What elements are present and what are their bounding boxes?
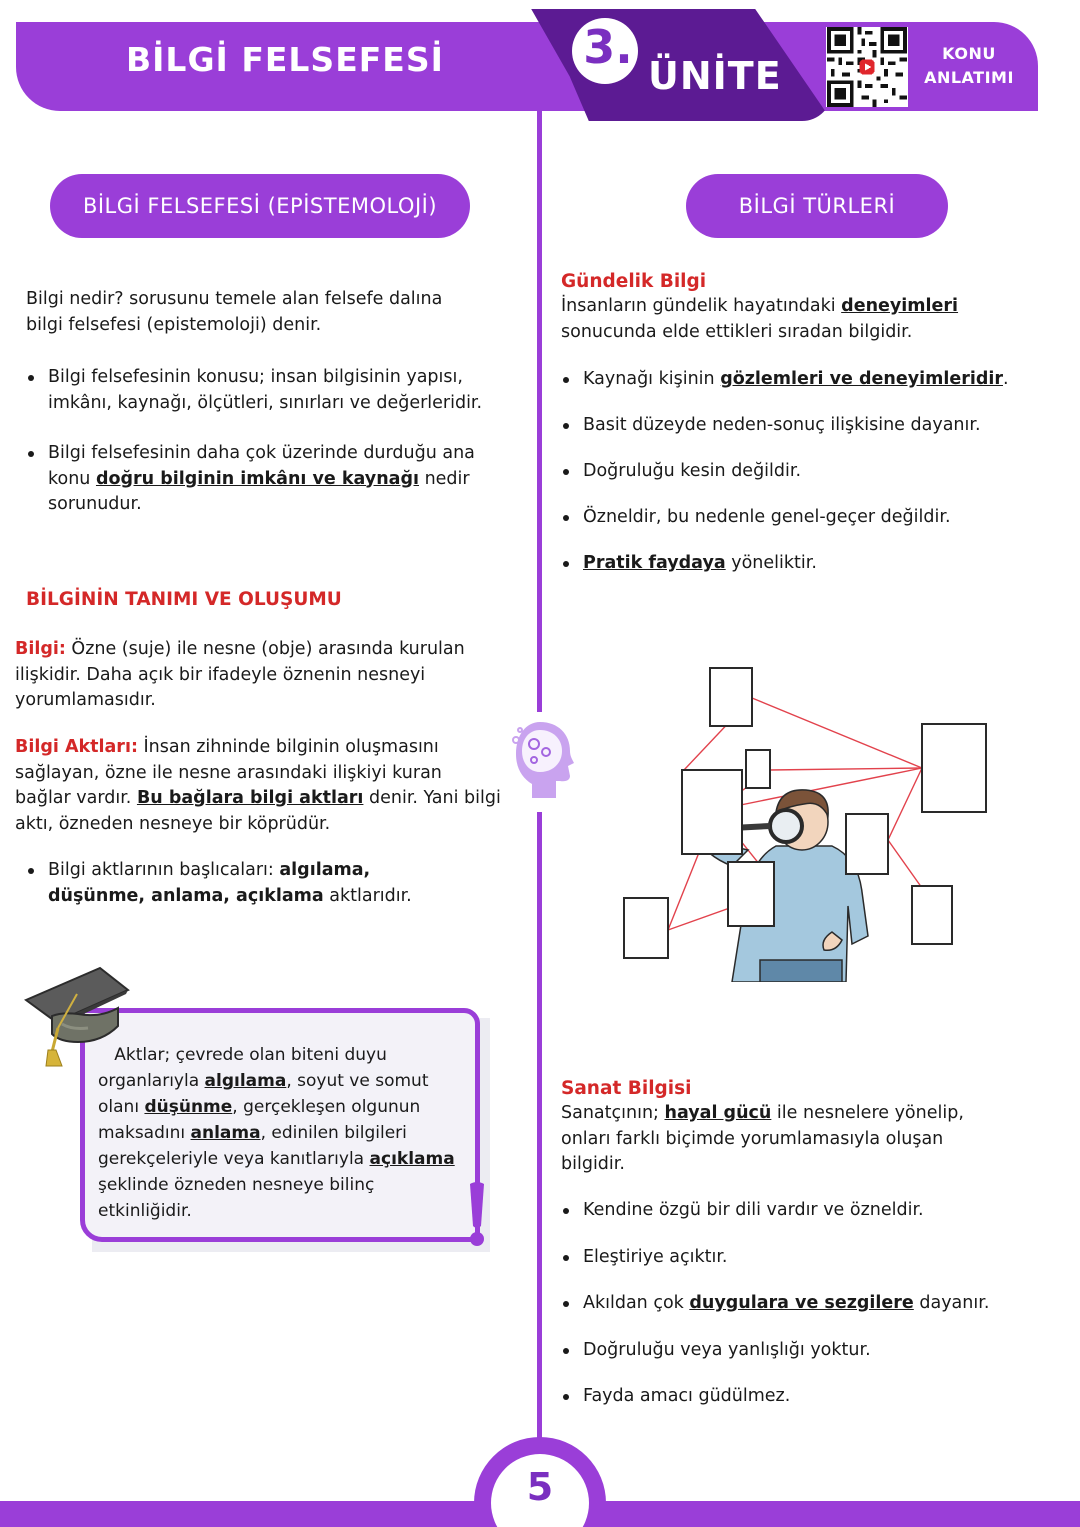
section-heading: BİLGİNİN TANIMI VE OLUŞUMU [26, 589, 342, 610]
note-card-text: Aktlar; çevrede olan biteni duyu organlarıyla algılama, soyut ve somut olanı düşünme, gerçekleşen olgunun maksadını anlama, edinilen bilgileri gerekçeleriyle veya kanıtlarıyla açıklama şeklinde özneden nesneye bilinç etkinliğidir. [98, 1045, 455, 1221]
head-profile-icon [510, 718, 574, 804]
intro-paragraph: Bilgi nedir? sorusunu temele alan felsefe dalına bilgi felsefesi (epistemoloji) denir. [26, 289, 443, 335]
page-number: 5 [526, 1465, 554, 1509]
list-item: Eleştiriye açıktır. [561, 1245, 1061, 1271]
sanat-intro: Sanatçının; hayal gücü ile nesnelere yönelip, onları farklı biçimde yorumlamasıyla oluşan bilgidir. [561, 1103, 964, 1174]
knowledge-types-pill: BİLGİ TÜRLERİ [686, 174, 948, 238]
topic-label: KONU ANLATIMI [924, 44, 1014, 87]
list-item: Fayda amacı güdülmez. [561, 1384, 1061, 1410]
bilgi-definition: Bilgi: Özne (suje) ile nesne (obje) arasında kurulan ilişkidir. Daha açık bir ifadeyle öznenin nesneyi yorumlamasıdır. [15, 639, 465, 710]
aktlar-bullets [26, 858, 466, 909]
list-item: Basit düzeyde neden-sonuç ilişkisine dayanır. [561, 413, 1061, 439]
magnifier-person-illustration [620, 660, 992, 982]
list-item: Doğruluğu veya yanlışlığı yoktur. [561, 1338, 1061, 1364]
epistemology-pill: BİLGİ FELSEFESİ (EPİSTEMOLOJİ) [50, 174, 470, 238]
list-item: Özneldir, bu nedenle genel-geçer değildir. [561, 505, 1061, 531]
list-item: Bilgi felsefesinin konusu; insan bilgisinin yapısı, imkânı, kaynağı, ölçütleri, sınırları ve değerleridir. [26, 365, 496, 416]
list-item: Akıldan çok duygulara ve sezgilere dayanır. [561, 1291, 1061, 1317]
list-item: Kaynağı kişinin gözlemleri ve deneyimleridir. [561, 367, 1061, 393]
list-item: Bilgi felsefesinin daha çok üzerinde durduğu ana konu doğru bilginin imkânı ve kaynağı nedir sorunudur. [26, 441, 496, 518]
list-item: Bilgi aktlarının başlıcaları: algılama, düşünme, anlama, açıklama aktlarıdır. [26, 858, 466, 909]
list-item: Kendine özgü bir dili vardır ve özneldir. [561, 1198, 1061, 1224]
bilgi-aktlari-definition: Bilgi Aktları: İnsan zihninde bilginin oluşmasını sağlayan, özne ile nesne arasındaki ilişkiyi kuran bağlar vardır. Bu bağlara bilgi aktları denir. Yani bilgi aktı, özneden nesneye bir köprüdür. [15, 737, 501, 834]
unit-label: ÜNİTE [648, 54, 782, 98]
unit-number: 3. [583, 20, 633, 74]
sanat-heading: Sanat Bilgisi [561, 1078, 692, 1099]
list-item: Pratik faydaya yöneliktir. [561, 551, 1061, 577]
gundelik-intro: İnsanların gündelik hayatındaki deneyimleri sonucunda elde ettikleri sıradan bilgidir. [561, 296, 959, 342]
exclamation-icon [464, 1180, 490, 1248]
graduation-cap-icon [22, 964, 132, 1068]
gundelik-bullets [561, 367, 1061, 577]
page-title: BİLGİ FELSEFESİ [126, 40, 444, 79]
qr-code[interactable] [826, 27, 908, 107]
list-item: Doğruluğu kesin değildir. [561, 459, 1061, 485]
gundelik-heading: Gündelik Bilgi [561, 271, 707, 292]
epistemology-bullets [26, 365, 496, 518]
sanat-bullets [561, 1198, 1061, 1410]
